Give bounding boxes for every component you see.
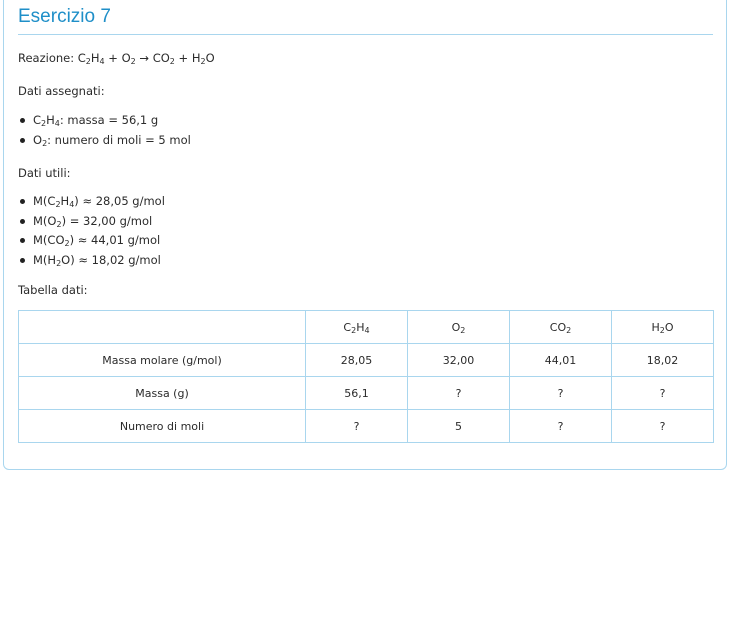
useful-list xyxy=(18,194,165,272)
data-table xyxy=(18,310,714,443)
list-item: $M(O_2) = 32,00$ g/mol xyxy=(18,214,165,234)
row-label: Massa molare (g/mol) xyxy=(19,344,306,377)
table-row xyxy=(19,344,714,377)
column-header: $O_2$ xyxy=(408,311,510,344)
table-cell: 32,00 xyxy=(408,344,510,377)
table-cell: 28,05 xyxy=(306,344,408,377)
table-cell: ? xyxy=(612,410,714,443)
list-item: $M(H_2O) \approx 18,02$ g/mol xyxy=(18,253,165,273)
list-item: $O_2$: numero di moli = 5 mol xyxy=(18,133,191,153)
table-cell: ? xyxy=(510,410,612,443)
table-cell: ? xyxy=(510,377,612,410)
row-label: Numero di moli xyxy=(19,410,306,443)
title-divider xyxy=(18,34,713,35)
list-item: $C_2H_4$: massa = 56,1 g xyxy=(18,113,191,133)
table-caption: Tabella dati: xyxy=(18,283,88,297)
table-row xyxy=(19,410,714,443)
column-header: $H_2O$ xyxy=(612,311,714,344)
reaction-label: Reazione: xyxy=(18,51,75,65)
reaction-equation: $C_2H_4 + O_2 \to CO_2 + H_2O$ xyxy=(77,51,215,66)
table-cell: 56,1 xyxy=(306,377,408,410)
table-cell: ? xyxy=(306,410,408,443)
list-item: $M(CO_2) \approx 44,01$ g/mol xyxy=(18,233,165,253)
reaction-arrow-icon: → xyxy=(139,51,150,65)
table-corner-cell xyxy=(19,311,306,344)
column-header: $C_2H_4$ xyxy=(306,311,408,344)
table-cell: ? xyxy=(408,377,510,410)
table-cell: 18,02 xyxy=(612,344,714,377)
column-header: $CO_2$ xyxy=(510,311,612,344)
row-label: Massa (g) xyxy=(19,377,306,410)
exercise-title: Esercizio 7 xyxy=(18,6,111,27)
assigned-list xyxy=(18,113,191,152)
table-cell: 44,01 xyxy=(510,344,612,377)
reaction-line xyxy=(18,51,215,65)
table-cell: 5 xyxy=(408,410,510,443)
table-cell: ? xyxy=(612,377,714,410)
table-header-row xyxy=(19,311,714,344)
assigned-heading: Dati assegnati: xyxy=(18,84,105,98)
useful-heading: Dati utili: xyxy=(18,166,71,180)
list-item: $M(C_2H_4) \approx 28,05$ g/mol xyxy=(18,194,165,214)
table-row xyxy=(19,377,714,410)
